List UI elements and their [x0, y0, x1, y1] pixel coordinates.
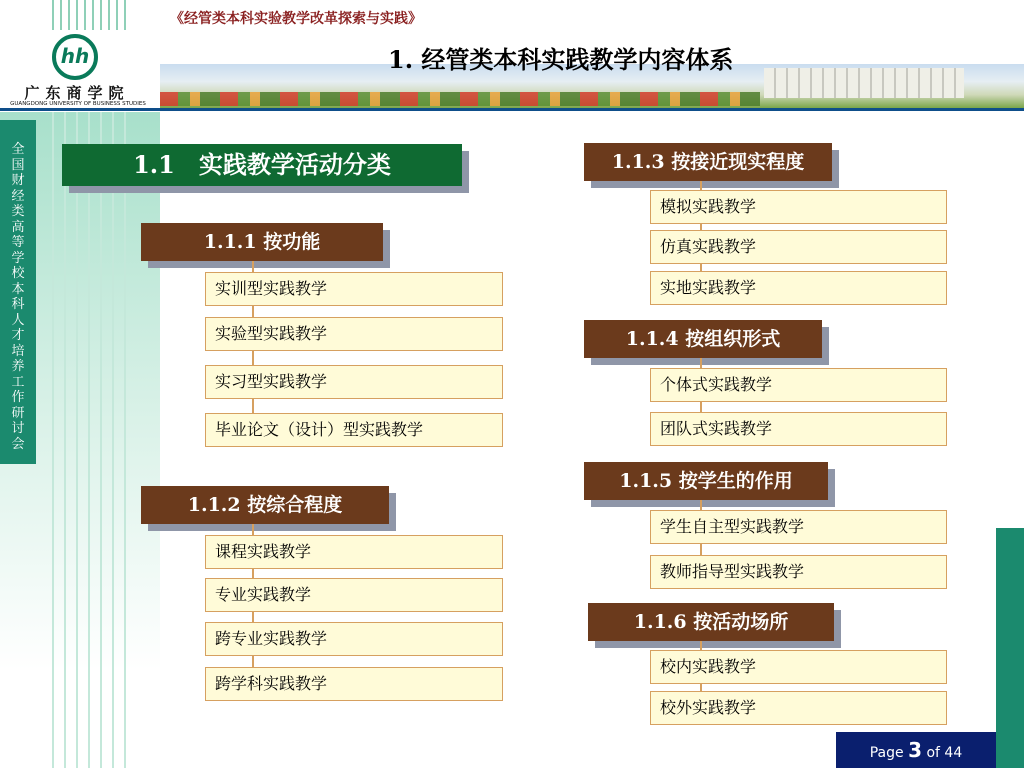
right-accent-tab: [996, 528, 1024, 768]
flower-bed-graphic: [160, 92, 760, 106]
list-item: 实验型实践教学: [205, 317, 503, 351]
list-item: 仿真实践教学: [650, 230, 947, 264]
school-logo-icon: hh: [52, 34, 98, 80]
list-item: 实习型实践教学: [205, 365, 503, 399]
section-header-integration: 1.1.2 按综合程度: [141, 486, 389, 524]
section-header-venue: 1.1.6 按活动场所: [588, 603, 834, 641]
list-item: 教师指导型实践教学: [650, 555, 947, 589]
section-header-student-role: 1.1.5 按学生的作用: [584, 462, 828, 500]
list-item: 个体式实践教学: [650, 368, 947, 402]
total-pages: 44: [944, 745, 963, 761]
list-item: 跨学科实践教学: [205, 667, 503, 701]
list-item: 课程实践教学: [205, 535, 503, 569]
list-item: 专业实践教学: [205, 578, 503, 612]
campus-building-graphic: [764, 68, 964, 98]
list-item: 团队式实践教学: [650, 412, 947, 446]
list-item: 学生自主型实践教学: [650, 510, 947, 544]
school-name-cn: 广东商学院: [24, 84, 130, 102]
list-item: 校外实践教学: [650, 691, 947, 725]
list-item: 实训型实践教学: [205, 272, 503, 306]
section-header-realism: 1.1.3 按接近现实程度: [584, 143, 832, 181]
list-item: 校内实践教学: [650, 650, 947, 684]
list-item: 跨专业实践教学: [205, 622, 503, 656]
sidebar-vertical-text: 全国财经类高等学校本科人才培养工作研讨会: [11, 142, 25, 452]
series-title: 《经管类本科实验教学改革探索与实践》: [170, 11, 422, 27]
page-indicator: [836, 732, 996, 768]
list-item: 模拟实践教学: [650, 190, 947, 224]
section-header-organization: 1.1.4 按组织形式: [584, 320, 822, 358]
page-number: 3: [908, 738, 923, 762]
section-header-function: 1.1.1 按功能: [141, 223, 383, 261]
of-label: of: [926, 745, 940, 761]
page-label: Page: [869, 745, 904, 761]
school-name-en: GUANGDONG UNIVERSITY OF BUSINESS STUDIES: [10, 101, 146, 107]
page-title: 1. 经管类本科实践教学内容体系: [388, 45, 734, 74]
main-section-title: 1.1 实践教学活动分类: [62, 144, 462, 186]
header-divider: [0, 108, 1024, 111]
list-item: 实地实践教学: [650, 271, 947, 305]
list-item: 毕业论文（设计）型实践教学: [205, 413, 503, 447]
